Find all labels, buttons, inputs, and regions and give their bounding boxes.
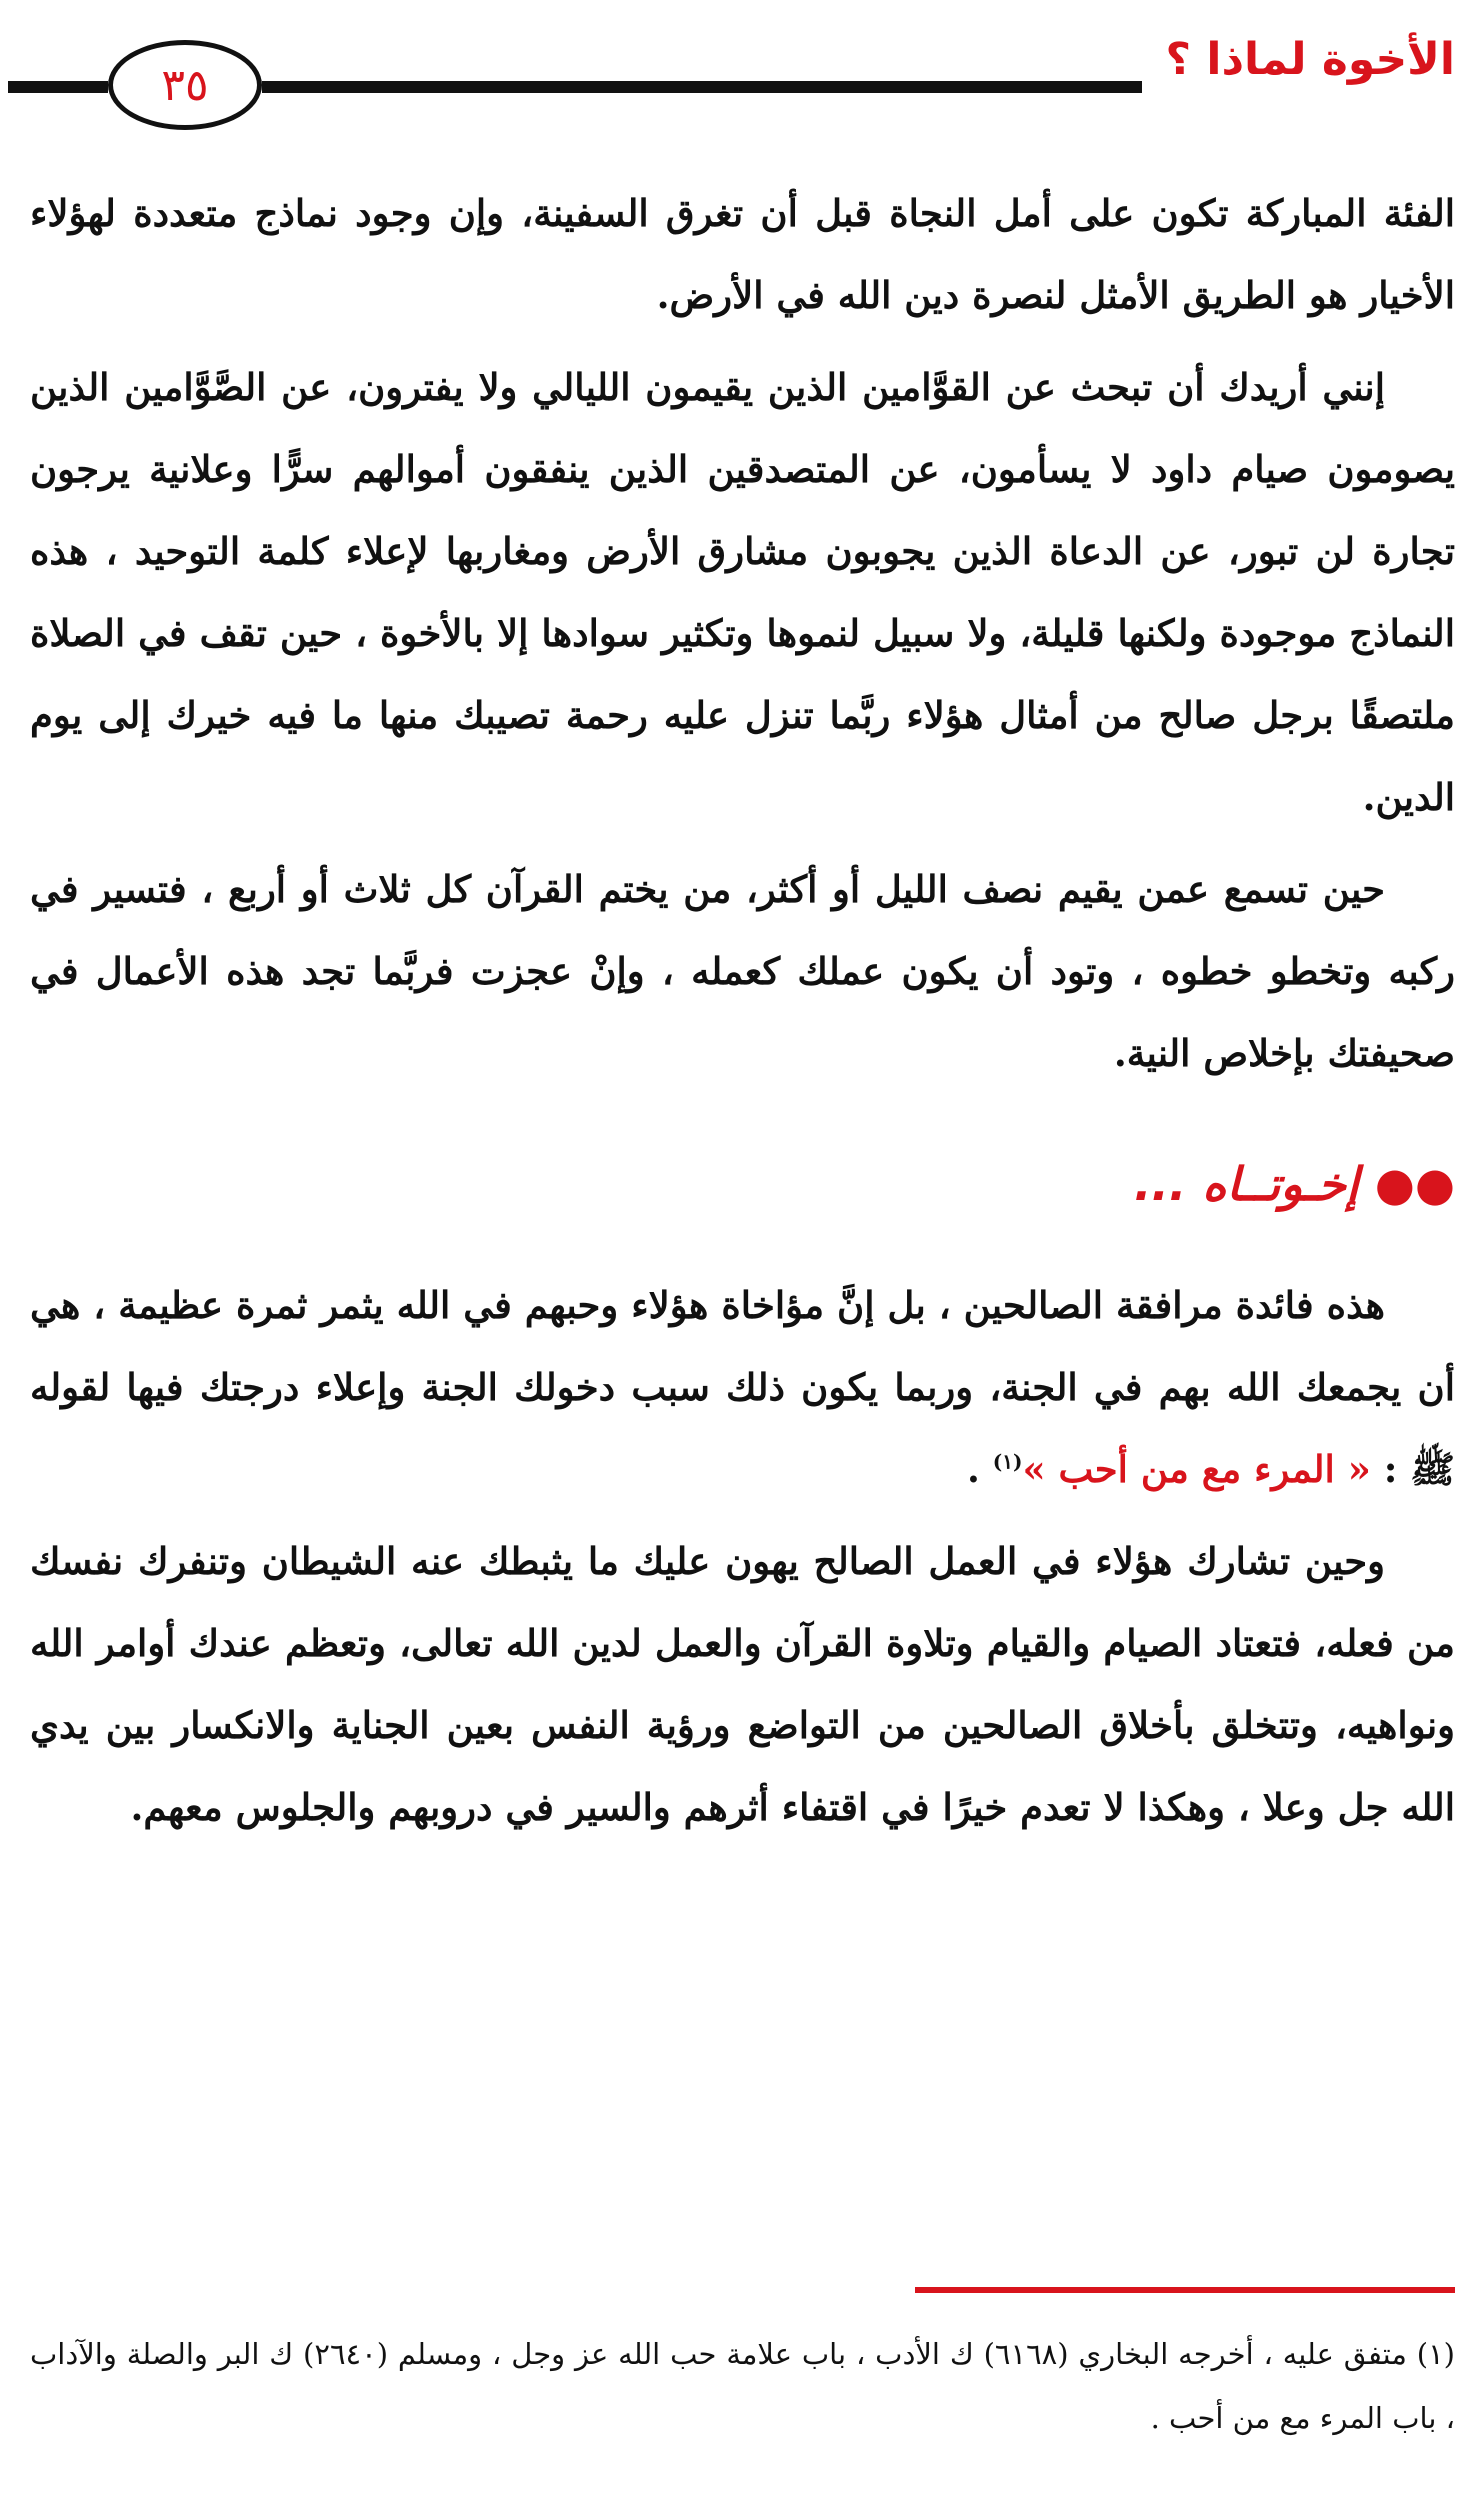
- paragraph-3: حين تسمع عمن يقيم نصف الليل أو أكثر، من يختم القرآن كل ثلاث أو أربع ، فتسير في ركبه وتخطو خطوه ، وتود أن يكون عملك كعمله ، وإنْ عجزت فربَّما تجد هذه الأعمال في صحيفتك بإخلاص النية.: [30, 867, 1455, 1075]
- paragraph-4: [30, 1264, 1455, 1510]
- footnote: (١) متفق عليه ، أخرجه البخاري (٦١٦٨) ك الأدب ، باب علامة حب الله عز وجل ، ومسلم (٢٦٤٠) ك البر والصلة والآداب ، باب المرء مع من أحب .: [30, 2337, 1455, 2435]
- header-rule-right: [262, 81, 1142, 93]
- paragraph-4-end: .: [967, 1447, 993, 1491]
- footnote-divider: [915, 2287, 1455, 2293]
- paragraph-1: الفئة المباركة تكون على أمل النجاة قبل أن تغرق السفينة، وإن وجود نماذج متعددة لهؤلاء الأخيار هو الطريق الأمثل لنصرة دين الله في الأرض.: [30, 191, 1455, 317]
- header-rule-left: [8, 81, 108, 93]
- page-header: [0, 0, 1483, 150]
- footnote-reference: (١): [992, 1449, 1023, 1474]
- paragraph-4-text: هذه فائدة مرافقة الصالحين ، بل إنَّ مؤاخاة هؤلاء وحبهم في الله يثمر ثمرة عظيمة ، هي أن يجمعك الله بهم في الجنة، وربما يكون ذلك سبب دخولك الجنة وإعلاء درجتك فيها لقوله ﷺ :: [30, 1283, 1455, 1491]
- section-heading: ●● إخـوتــاه ...: [1133, 1157, 1455, 1211]
- page-number: ٣٥: [108, 40, 262, 130]
- page-body: [30, 172, 1455, 1858]
- paragraph-5: وحين تشارك هؤلاء في العمل الصالح يهون عليك ما يثبطك عنه الشيطان وتنفرك نفسك من فعله، فتعتاد الصيام والقيام وتلاوة القرآن والعمل لدين الله تعالى، وتعظم عندك أوامر الله ونواهيه، وتتخلق بأخلاق الصالحين من التواضع ورؤية النفس بعين الجناية والانكسار بين يدي الله جل وعلا ، وهكذا لا تعدم خيرًا في اقتفاء أثرهم والسير في دروبهم والجلوس معهم.: [30, 1539, 1455, 1829]
- running-title: الأخوة لماذا ؟: [1165, 34, 1455, 85]
- hadith-quote: « المرء مع من أحب »: [1022, 1447, 1371, 1491]
- paragraph-2: إنني أريدك أن تبحث عن القوَّامين الذين يقيمون الليالي ولا يفترون، عن الصَّوَّامين الذين يصومون صيام داود لا يسأمون، عن المتصدقين الذين ينفقون أموالهم سرًّا وعلانية يرجون تجارة لن تبور، عن الدعاة الذين يجوبون مشارق الأرض ومغاربها لإعلاء كلمة التوحيد ، هذه النماذج موجودة ولكنها قليلة، ولا سبيل لنموها وتكثير سوادها إلا بالأخوة ، حين تقف في الصلاة ملتصقًا برجل صالح من أمثال هؤلاء ربَّما تنزل عليه رحمة تصيبك منها ما فيه خيرك إلى يوم الدين.: [30, 365, 1455, 819]
